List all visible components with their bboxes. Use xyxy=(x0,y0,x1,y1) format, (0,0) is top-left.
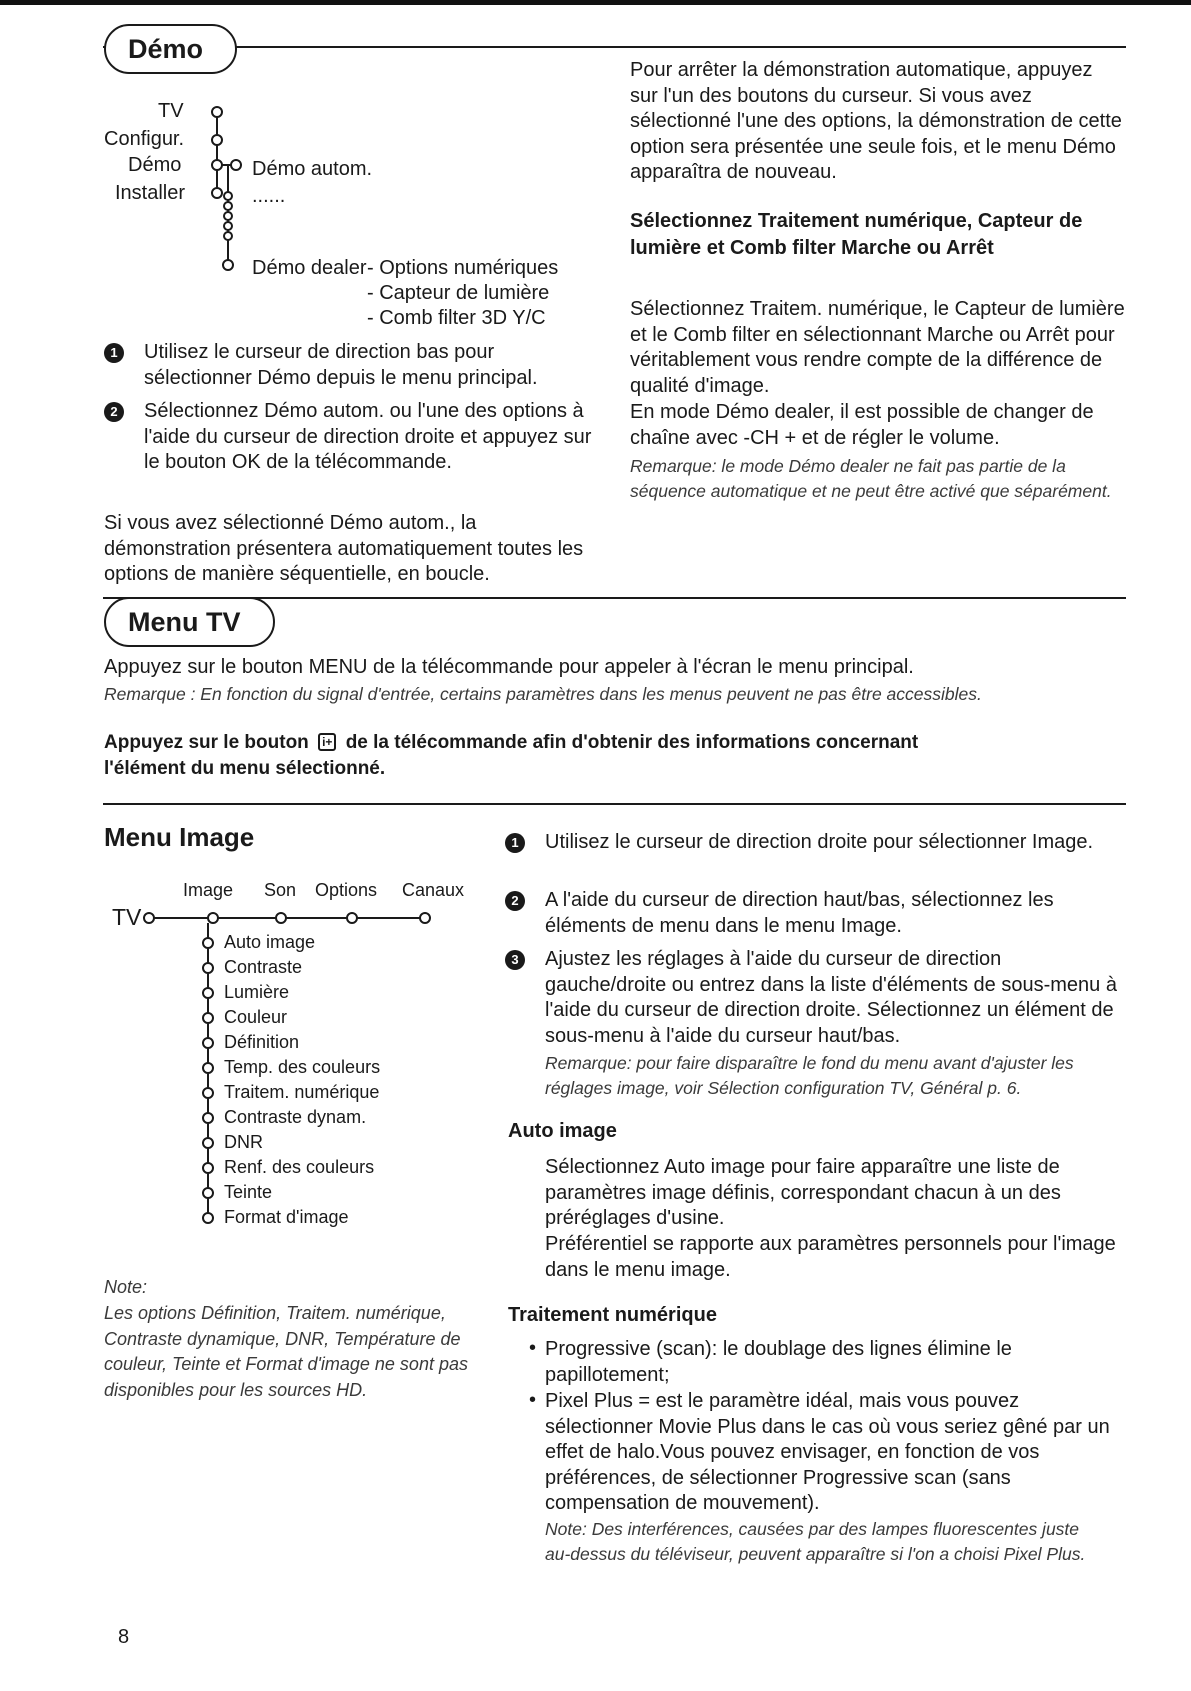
menu-tab-son: Son xyxy=(264,880,297,900)
demo-right-paragraph: Pour arrêter la démonstration automatique, appuyez sur l'un des boutons du curseur. Si vous avez sélectionné l'une des options, la démonstration de cette option sera présentée une seule fois, et le menu Démo apparaîtra de nouveau. xyxy=(630,59,1122,183)
menuimage-step-2-text: A l'aide du curseur de direction haut/bas, sélectionnez les éléments de menu dans le menu Image. xyxy=(545,889,1054,937)
section-title-menutv: Menu TV xyxy=(104,597,275,647)
demo-step-1-text: Utilisez le curseur de direction bas pour sélectionner Démo depuis le menu principal. xyxy=(144,341,538,389)
tree-label-installer: Installer xyxy=(115,182,186,204)
menu-item-traitem-numerique: Traitem. numérique xyxy=(224,1082,380,1102)
auto-image-text-2: Préférentiel se rapporte aux paramètres personnels pour l'image dans le menu image. xyxy=(545,1233,1116,1281)
bullet-dot: • xyxy=(529,1389,537,1411)
menu-item-teinte: Teinte xyxy=(224,1182,273,1202)
step-number-2: 2 xyxy=(505,891,525,911)
tree-label-demo: Démo xyxy=(128,154,182,176)
demo-right-body: Sélectionnez Traitem. numérique, le Capteur de lumière et le Comb filter en sélectionnant Marche ou Arrêt pour véritablement vous rendre compte de la différence de qualité d'image. xyxy=(630,298,1125,397)
demo-paragraph: Si vous avez sélectionné Démo autom., la démonstration présentera automatiquement toutes les options de manière séquentielle, en boucle. xyxy=(104,512,584,585)
info-button-icon: i+ xyxy=(318,733,336,751)
menu-item-auto-image: Auto image xyxy=(224,932,316,952)
tree-option-1: - Options numériques xyxy=(367,257,559,279)
menu-item-dnr: DNR xyxy=(224,1132,263,1152)
tree-label-dots: ...... xyxy=(252,185,286,207)
auto-image-text: Sélectionnez Auto image pour faire apparaître une liste de paramètres image définis, correspondant chacun à un des préréglages d'usine. xyxy=(545,1156,1061,1229)
menu-tab-canaux: Canaux xyxy=(402,880,465,900)
tree-label-demo-autom: Démo autom. xyxy=(252,158,373,180)
menu-item-temp-couleurs: Temp. des couleurs xyxy=(224,1057,381,1077)
tree-option-3: - Comb filter 3D Y/C xyxy=(367,307,546,329)
menutv-bold-part-2: de la télécommande afin d'obtenir des informations concernant xyxy=(345,732,919,753)
menu-item-format-image: Format d'image xyxy=(224,1207,349,1227)
menutv-bold-part-3: l'élément du menu sélectionné. xyxy=(104,758,386,779)
bullet-note: Note: Des interférences, causées par des lampes fluorescentes juste au-dessus du téléviseur, peuvent apparaître si l'on a choisi Pixel Plus. xyxy=(545,1519,1086,1564)
menu-tab-options: Options xyxy=(315,880,378,900)
menutv-line: Appuyez sur le bouton MENU de la télécommande pour appeler à l'écran le menu principal. xyxy=(104,656,914,678)
menuimage-step-3-note: Remarque: pour faire disparaître le fond du menu avant d'ajuster les réglages image, voir Sélection configuration TV, Général p. 6. xyxy=(545,1053,1074,1098)
menu-tab-image: Image xyxy=(183,880,234,900)
menuimage-note-label: Note: xyxy=(104,1277,148,1297)
tree-option-2: - Capteur de lumière xyxy=(367,282,550,304)
step-number-2: 2 xyxy=(104,402,124,422)
tree-label-demo-dealer: Démo dealer xyxy=(252,257,367,279)
bullet-progressive: Progressive (scan): le doublage des lignes élimine le papillotement; xyxy=(545,1338,1012,1386)
menu-tree-tv: TV xyxy=(112,904,142,930)
step-number-3: 3 xyxy=(505,950,525,970)
menuimage-note-text: Les options Définition, Traitem. numérique, Contraste dynamique, DNR, Température de couleur, Teinte et Format d'image ne sont pas disponibles pour les sources HD. xyxy=(104,1303,468,1400)
menuimage-step-3-text: Ajustez les réglages à l'aide du curseur de direction gauche/droite ou entrez dans la liste d'éléments de sous-menu à l'aide du curseur de direction droite. Sélectionnez un élément de sous-menu à l'aide du curseur haut/bas. xyxy=(545,948,1117,1047)
page-number: 8 xyxy=(118,1626,130,1648)
tree-label-tv: TV xyxy=(158,100,184,122)
step-number-1: 1 xyxy=(104,343,124,363)
menu-item-couleur: Couleur xyxy=(224,1007,288,1027)
tree-label-configur: Configur. xyxy=(104,128,185,150)
menu-item-contraste-dynam: Contraste dynam. xyxy=(224,1107,367,1127)
menu-item-definition: Définition xyxy=(224,1032,300,1052)
section-title-menuimage: Menu Image xyxy=(104,822,255,852)
menuimage-step-1-text: Utilisez le curseur de direction droite pour sélectionner Image. xyxy=(545,831,1094,853)
step-number-1: 1 xyxy=(505,833,525,853)
menutv-bold-part-1: Appuyez sur le bouton xyxy=(104,732,309,753)
subsection-title-traitement: Traitement numérique xyxy=(508,1304,717,1326)
demo-right-body-2: En mode Démo dealer, il est possible de changer de chaîne avec -CH + et de régler le volume. xyxy=(630,401,1094,449)
bullet-pixel-plus: Pixel Plus = est le paramètre idéal, mais vous pouvez sélectionner Movie Plus dans le cas où vous seriez gêné par un effet de halo.Vous pouvez envisager, en fonction de vos préférences, de sélectionner Progressive scan (sans compensation de mouvement). xyxy=(545,1390,1110,1514)
menu-item-renf-couleurs: Renf. des couleurs xyxy=(224,1157,375,1177)
menutv-note: Remarque : En fonction du signal d'entrée, certains paramètres dans les menus peuvent ne pas être accessibles. xyxy=(104,684,982,704)
section-title-demo: Démo xyxy=(104,24,237,74)
bullet-dot: • xyxy=(529,1337,537,1359)
demo-right-heading: Sélectionnez Traitement numérique, Capteur de lumière et Comb filter Marche ou Arrêt xyxy=(630,210,1083,259)
menu-item-contraste: Contraste xyxy=(224,957,303,977)
menu-item-lumiere: Lumière xyxy=(224,982,290,1002)
demo-step-2-text: Sélectionnez Démo autom. ou l'une des options à l'aide du curseur de direction droite et appuyez sur le bouton OK de la télécommande. xyxy=(144,400,592,473)
subsection-title-auto-image: Auto image xyxy=(508,1120,617,1142)
demo-right-note: Remarque: le mode Démo dealer ne fait pas partie de la séquence automatique et ne peut être activé que séparément. xyxy=(630,456,1112,501)
